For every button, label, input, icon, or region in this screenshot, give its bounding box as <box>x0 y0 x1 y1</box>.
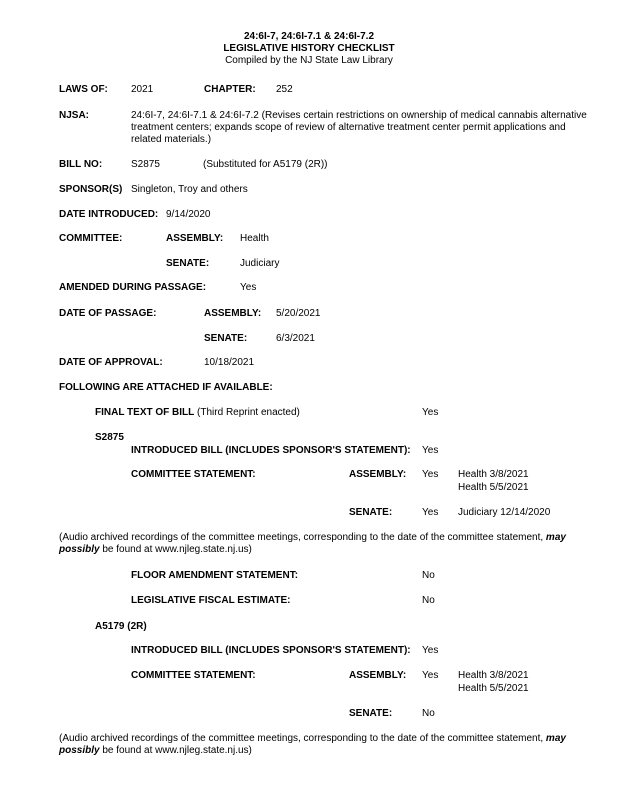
attached-heading: FOLLOWING ARE ATTACHED IF AVAILABLE: <box>59 382 273 393</box>
amended-value: Yes <box>240 282 257 293</box>
s2875-senate-label: SENATE: <box>349 507 393 518</box>
a5179-introduced-label: INTRODUCED BILL (INCLUDES SPONSOR'S STATEMENT): <box>131 645 411 656</box>
committee-assembly-label: ASSEMBLY: <box>166 233 224 244</box>
s2875-heading: S2875 <box>95 432 124 443</box>
amended-label: AMENDED DURING PASSAGE: <box>59 282 207 293</box>
sponsors-value: Singleton, Troy and others <box>131 184 248 195</box>
s2875-floor-label: FLOOR AMENDMENT STATEMENT: <box>131 570 299 581</box>
date-introduced-label: DATE INTRODUCED: <box>59 209 159 220</box>
bill-no-value: S2875 <box>131 159 160 170</box>
passage-senate-label: SENATE: <box>204 333 248 344</box>
committee-label: COMMITTEE: <box>59 233 123 244</box>
audio-note-text: (Audio archived recordings of the committee meetings, corresponding to the date of the committee statement, <box>59 733 546 744</box>
final-text-row <box>95 407 300 419</box>
s2875-floor-value: No <box>422 570 435 581</box>
a5179-senate-label: SENATE: <box>349 708 393 719</box>
s2875-fiscal-label: LEGISLATIVE FISCAL ESTIMATE: <box>131 595 291 606</box>
committee-senate-label: SENATE: <box>166 258 210 269</box>
s2875-fiscal-value: No <box>422 595 435 606</box>
audio-note-link-text: be found at www.njleg.state.nj.us) <box>99 745 252 756</box>
s2875-senate-value: Yes <box>422 507 439 518</box>
s2875-senate-detail: Judiciary 12/14/2020 <box>458 507 551 518</box>
s2875-audio-note <box>59 532 584 556</box>
audio-note-possibly: possibly <box>59 745 100 756</box>
bill-no-note: (Substituted for A5179 (2R)) <box>203 159 328 170</box>
a5179-audio-note <box>59 733 584 757</box>
document-title: 24:6I-7, 24:6I-7.1 & 24:6I-7.2 <box>243 31 375 42</box>
a5179-introduced-value: Yes <box>422 645 439 656</box>
a5179-heading: A5179 (2R) <box>95 621 147 632</box>
s2875-introduced-value: Yes <box>422 445 439 456</box>
a5179-assembly-value: Yes <box>422 670 439 681</box>
njsa-value: 24:6I-7, 24:6I-7.1 & 24:6I-7.2 (Revises certain restrictions on ownership of medical cannabis alternative treatment centers; expands scope of review of alternative treatment center permit applications and related materials.) <box>131 110 587 145</box>
passage-assembly-value: 5/20/2021 <box>276 308 321 319</box>
final-text-value: Yes <box>422 407 439 418</box>
passage-senate-value: 6/3/2021 <box>276 333 315 344</box>
audio-note-possibly: possibly <box>59 544 100 555</box>
a5179-assembly-label: ASSEMBLY: <box>349 670 407 681</box>
audio-note-may: may <box>545 532 566 543</box>
a5179-assembly-detail-1: Health 3/8/2021 <box>458 670 529 681</box>
laws-of-label: LAWS OF: <box>59 84 108 95</box>
date-of-approval-label: DATE OF APPROVAL: <box>59 357 163 368</box>
a5179-senate-value: No <box>422 708 435 719</box>
bill-no-label: BILL NO: <box>59 159 103 170</box>
s2875-assembly-value: Yes <box>422 469 439 480</box>
date-introduced-value: 9/14/2020 <box>166 209 211 220</box>
date-of-passage-label: DATE OF PASSAGE: <box>59 308 157 319</box>
a5179-assembly-detail-2: Health 5/5/2021 <box>458 683 529 694</box>
audio-note-link-text: be found at www.njleg.state.nj.us) <box>99 544 252 555</box>
document-subtitle: LEGISLATIVE HISTORY CHECKLIST <box>223 43 395 54</box>
s2875-assembly-detail-1: Health 3/8/2021 <box>458 469 529 480</box>
final-text-note: (Third Reprint enacted) <box>197 407 300 418</box>
s2875-committee-statement-label: COMMITTEE STATEMENT: <box>131 469 256 480</box>
s2875-assembly-detail-2: Health 5/5/2021 <box>458 482 529 493</box>
s2875-assembly-label: ASSEMBLY: <box>349 469 407 480</box>
passage-assembly-label: ASSEMBLY: <box>204 308 262 319</box>
final-text-label: FINAL TEXT OF BILL <box>95 407 195 418</box>
chapter-value: 252 <box>276 84 293 95</box>
njsa-label: NJSA: <box>59 110 90 121</box>
committee-senate-value: Judiciary <box>240 258 280 269</box>
audio-note-text: (Audio archived recordings of the committee meetings, corresponding to the date of the committee statement, <box>59 532 546 543</box>
s2875-introduced-label: INTRODUCED BILL (INCLUDES SPONSOR'S STATEMENT): <box>131 445 411 456</box>
audio-note-may: may <box>545 733 566 744</box>
date-of-approval-value: 10/18/2021 <box>204 357 255 368</box>
compiled-by: Compiled by the NJ State Law Library <box>225 55 393 66</box>
laws-of-value: 2021 <box>131 84 154 95</box>
chapter-label: CHAPTER: <box>204 84 256 95</box>
sponsors-label: SPONSOR(S) <box>59 184 123 195</box>
committee-assembly-value: Health <box>240 233 269 244</box>
a5179-committee-statement-label: COMMITTEE STATEMENT: <box>131 670 256 681</box>
